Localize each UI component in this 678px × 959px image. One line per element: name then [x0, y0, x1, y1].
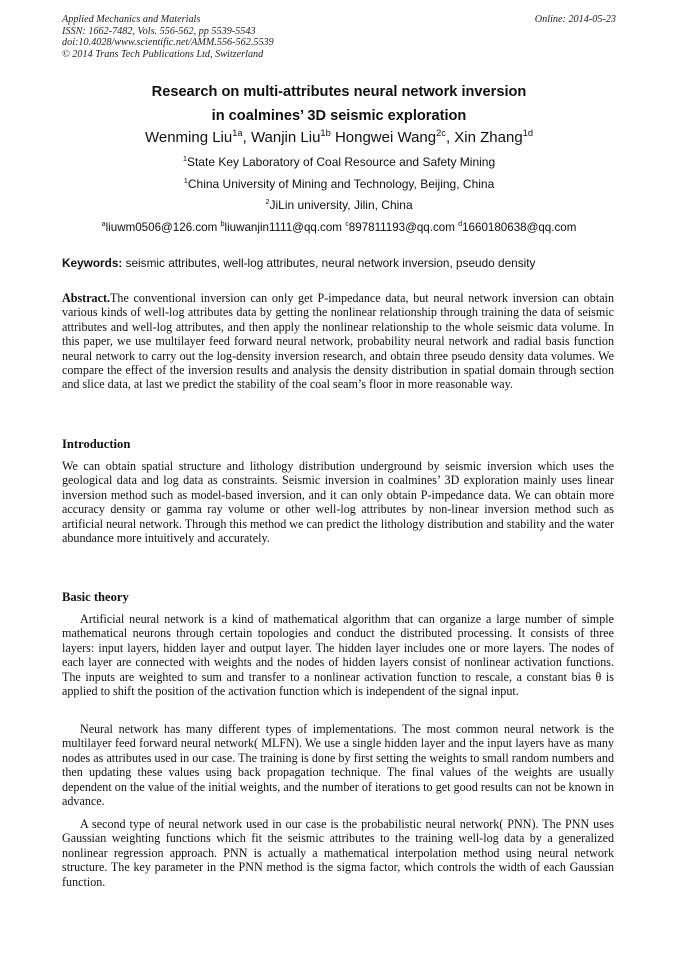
abstract-label: Abstract.	[62, 291, 111, 305]
affil-text: JiLin university, Jilin, China	[269, 198, 413, 212]
basic-theory-paragraph-3: A second type of neural network used in our case is the probabilistic neural network( PNN). The PNN uses Gaussian weighting functions which fit the seismic attributes to the training well-log data by a generalized nonlinear regression approach. PNN is actually a mathematical interpolation method using neural network structure. The key parameter in the PNN method is the sigma factor, which controls the width of each Gaussian function.	[62, 817, 614, 889]
online-date: Online: 2014-05-23	[534, 14, 616, 25]
introduction-text: We can obtain spatial structure and lithology distribution underground by seismic inversion which uses the geological data and log data as constraints. Seismic inversion in coalmines’ 3D exploration mainly uses linear inversion method such as model-based inversion, and it can only obtain P-impedance data. We can obtain more accuracy density or gamma ray volume or other well-log attributes by non-linear inversion method such as artificial neural network. Through this method we can predict the lithology distribution and stability and the water abundance more intuitively and accurately.	[62, 459, 614, 546]
copyright-line: © 2014 Trans Tech Publications Ltd, Switzerland	[62, 48, 264, 60]
author-name: Wenming Liu	[144, 129, 233, 146]
author-affil-mark: 1d	[522, 128, 534, 138]
affil-text: China University of Mining and Technology, Beijing, China	[187, 177, 495, 191]
email-mark: b	[220, 219, 225, 229]
email-list	[62, 221, 616, 235]
author-separator: ,	[445, 129, 455, 146]
keywords-label: Keywords:	[62, 256, 123, 270]
issn-line: ISSN: 1662-7482, Vols. 556-562, pp 5539-5543	[62, 25, 256, 37]
abstract-text: The conventional inversion can only get P-impedance data, but neural network inversion can obtain various kinds of well-log attributes data by getting the nonlinear relationship through training the data of seismic attributes and well-log attributes, and then apply the nonlinear relationship to the whole seismic data volume. In this paper, we use multilayer feed forward neural network, probability neural network and radial basis function neural network to carry out the log-density inversion research, and obtain three pseudo density data volumes. We compare the effect of the inversion results and analysis the density distribution in spatial domain through section and slice data, at last we predict the stability of the coal seam’s floor in more reasonable way.	[62, 291, 614, 392]
email-address: liuwanjin1111@qq.com	[224, 221, 346, 234]
doi-line: doi:10.4028/www.scientific.net/AMM.556-562.5539	[62, 37, 274, 48]
section-heading-basic-theory: Basic theory	[62, 590, 129, 604]
email-mark: a	[101, 219, 106, 229]
affil-mark: 1	[182, 154, 187, 163]
author-affil-mark: 1a	[232, 128, 243, 138]
basic-theory-paragraph-1: Artificial neural network is a kind of mathematical algorithm that can organize a large number of simple mathematical neurons through certain topologies and conduct the distributed processing. It consists of three layers: input layers, hidden layer and output layer. The hidden layer includes one or more layers. The nodes of each layer are connected with weights and the nodes of hidden layers consist of nonlinear activation functions. The inputs are weighted to sum and transfer to a nonlinear activation function to rescale, a constant bias θ is applied to shift the position of the activation function which is independent of the signal input.	[62, 612, 614, 699]
author-name: Xin Zhang	[454, 129, 523, 146]
journal-header	[62, 14, 616, 60]
paper-title	[62, 80, 616, 128]
section-heading-introduction: Introduction	[62, 437, 131, 451]
author-separator: ,	[242, 129, 251, 146]
affil-mark: 2	[265, 197, 270, 206]
affiliation	[62, 155, 616, 169]
email-address: 897811193@qq.com	[348, 221, 459, 234]
author-list	[62, 128, 616, 148]
title-line-1: Research on multi-attributes neural network inversion	[151, 84, 527, 100]
email-mark: d	[458, 219, 463, 229]
affiliation	[62, 177, 616, 191]
affiliation	[62, 198, 616, 212]
affil-text: State Key Laboratory of Coal Resource and Safety Mining	[186, 155, 496, 169]
email-address: liuwm0506@126.com	[105, 221, 221, 234]
keywords-text: seismic attributes, well-log attributes, neural network inversion, pseudo density	[122, 256, 536, 270]
basic-theory-paragraph-2: Neural network has many different types of implementations. The most common neural network is the multilayer feed forward neural network( MLFN). We use a single hidden layer and the input layers have as many nodes as attributes used in our case. The training is done by first setting the weights to small random numbers and then updating these values using back propagation technique. The final values of the weights are usually dependent on the value of the initial weights, and the number of iterations to get good results can not be known in advance.	[62, 722, 614, 809]
abstract	[62, 291, 614, 392]
title-line-2: in coalmines’ 3D seismic exploration	[211, 108, 467, 124]
affil-mark: 1	[183, 176, 188, 185]
author-affil-mark: 2c	[436, 128, 446, 138]
author-affil-mark: 1b	[320, 128, 331, 138]
author-name: Hongwei Wang	[334, 129, 437, 146]
author-name: Wanjin Liu	[250, 129, 321, 146]
keywords	[62, 256, 616, 270]
email-address: 1660180638@qq.com	[462, 221, 577, 234]
journal-name: Applied Mechanics and Materials	[62, 14, 201, 25]
email-mark: c	[345, 219, 349, 229]
